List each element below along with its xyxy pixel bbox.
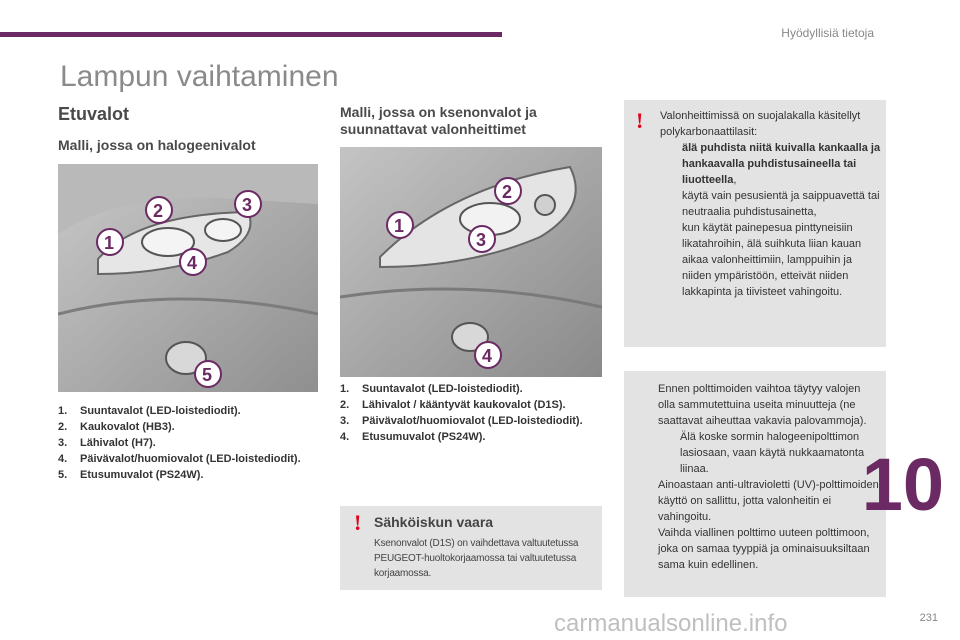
callout-3	[235, 191, 261, 217]
callout-1	[97, 229, 123, 255]
info-content	[658, 381, 880, 573]
callout-1	[387, 212, 413, 238]
section-title: Hyödyllisiä tietoja	[781, 26, 874, 40]
list-item: älä puhdista niitä kuivalla kankaalla ja hankaavalla puhdistusaineella tai liuotteella,	[682, 142, 881, 186]
warning-title: Sähköiskun vaara	[374, 514, 494, 530]
electric-shock-warning	[340, 506, 602, 590]
page-number: 231	[919, 612, 938, 624]
header-accent-bar	[0, 32, 502, 37]
info-paragraph: Vaihda viallinen polttimo uuteen polttimoon, joka on samaa tyyppiä ja ominaisuuksiltaan sama kuin edellinen.	[658, 527, 870, 571]
warning-intro: Valonheittimissä on suojalakalla käsitellyt polykarbonaattilasit:	[660, 110, 861, 138]
xenon-headlight-photo	[340, 147, 602, 377]
warning-content	[660, 108, 882, 300]
list-item: 3. Päivävalot/huomiovalot (LED-loistediodit).	[340, 415, 583, 427]
list-item: 3. Lähivalot (H7).	[58, 437, 156, 449]
svg-text:3: 3	[242, 195, 253, 215]
list-item: 2. Lähivalot / kääntyvät kaukovalot (D1S).	[340, 399, 566, 411]
polycarbonate-warning	[624, 100, 886, 347]
svg-text:4: 4	[482, 346, 493, 366]
exclamation-icon: !	[354, 510, 362, 535]
callout-4	[180, 249, 206, 275]
svg-text:4: 4	[187, 253, 198, 273]
list-item: 1. Suuntavalot (LED-loistediodit).	[58, 405, 241, 417]
list-item: käytä vain pesusientä ja saippuavettä tai neutraalia puhdistusainetta,	[682, 190, 880, 218]
svg-text:1: 1	[394, 216, 405, 236]
info-paragraph: Ennen polttimoiden vaihtoa täytyy valojen olla sammutettuina useita minuutteja (ne saattavat aiheuttaa vakavia palovammoja).	[658, 383, 867, 427]
svg-text:3: 3	[476, 230, 487, 250]
list-item: 4. Etusumuvalot (PS24W).	[340, 431, 486, 443]
subheading-halogen: Malli, jossa on halogeenivalot	[58, 137, 256, 153]
callout-3	[469, 226, 495, 252]
heading-front-lights: Etuvalot	[58, 104, 130, 124]
list-item: 5. Etusumuvalot (PS24W).	[58, 469, 204, 481]
bulb-info-box	[624, 371, 886, 597]
info-paragraph: Ainoastaan anti-ultravioletti (UV)-polttimoiden käyttö on sallittu, jotta valonheitin ei vahingoitu.	[658, 479, 879, 523]
halogen-lamp-list	[58, 403, 308, 483]
svg-text:1: 1	[104, 233, 115, 253]
svg-text:5: 5	[202, 365, 213, 385]
warning-text: Ksenonvalot (D1S) on vaihdettava valtuutetussa PEUGEOT-huoltokorjaamossa tai valtuutetussa korjaamossa.	[374, 538, 579, 579]
list-item: 1. Suuntavalot (LED-loistediodit).	[340, 383, 523, 395]
callout-2	[146, 197, 172, 223]
list-item: Älä koske sormin halogeenipolttimon lasiosaan, vaan käytä nukkaamatonta liinaa.	[680, 431, 865, 475]
chapter-number: 10	[861, 443, 944, 526]
list-item: 4. Päivävalot/huomiovalot (LED-loistediodit).	[58, 453, 301, 465]
callout-4	[475, 342, 501, 368]
xenon-lamp-list	[340, 381, 602, 445]
list-item: kun käytät painepesua pinttyneisiin likatahroihin, älä suihkuta liian kauan aikaa valonheittimiin, lamppuihin ja niiden ympäristöön, etteivät niiden lakkapinta ja tiivisteet vahingoitu.	[682, 222, 862, 298]
list-item: 2. Kaukovalot (HB3).	[58, 421, 175, 433]
subheading-xenon: Malli, jossa on ksenonvalot ja suunnattavat valonheittimet	[340, 104, 537, 137]
halogen-headlight-photo	[58, 164, 318, 392]
svg-text:2: 2	[153, 201, 164, 221]
page-title: Lampun vaihtaminen	[60, 60, 339, 93]
watermark: carmanualsonline.info	[554, 610, 788, 637]
exclamation-icon: !	[636, 108, 644, 133]
svg-text:2: 2	[502, 182, 513, 202]
callout-5	[195, 361, 221, 387]
callout-2	[495, 178, 521, 204]
